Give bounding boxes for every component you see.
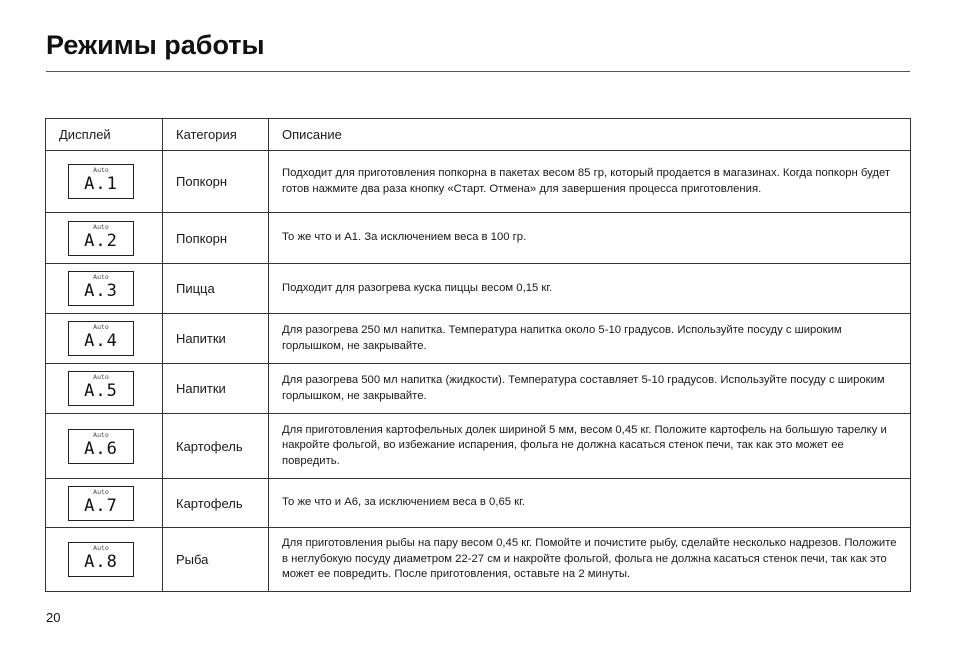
lcd-code: A.3 [84, 281, 118, 301]
category-cell: Пицца [163, 264, 269, 314]
table-row [46, 264, 911, 314]
page-title: Режимы работы [46, 30, 265, 60]
description-cell: Для разогрева 250 мл напитка. Температура напитка около 5-10 градусов. Используйте посуду с широким горлышком, не закрывайте. [269, 314, 911, 364]
description-cell: Подходит для приготовления попкорна в пакетах весом 85 гр, который продается в магазинах. Когда попкорн будет готов нажмите два раза кнопку «Старт. Отмена» для завершения процесса приготовления. [269, 151, 911, 213]
lcd-display [68, 321, 134, 356]
lcd-code: A.4 [84, 331, 118, 351]
lcd-auto-label: Auto [93, 430, 109, 439]
category-cell: Напитки [163, 364, 269, 414]
header-category: Категория [163, 119, 269, 151]
description-cell: Для разогрева 500 мл напитка (жидкости). Температура составляет 5-10 градусов. Используйте посуду с широким горлышком, не закрывайте. [269, 364, 911, 414]
display-cell [46, 479, 163, 528]
display-cell [46, 213, 163, 264]
lcd-display [68, 429, 134, 464]
table-row [46, 364, 911, 414]
lcd-display [68, 221, 134, 256]
category-cell: Попкорн [163, 151, 269, 213]
lcd-auto-label: Auto [93, 222, 109, 231]
lcd-display [68, 371, 134, 406]
table-header-row [46, 119, 911, 151]
description-cell: То же что и А6, за исключением веса в 0,65 кг. [269, 479, 911, 528]
description-cell: То же что и А1. За исключением веса в 100 гр. [269, 213, 911, 264]
lcd-code: A.7 [84, 495, 118, 516]
lcd-code: A.2 [84, 230, 118, 251]
table-row [46, 414, 911, 479]
title-divider [46, 71, 910, 72]
table-row [46, 528, 911, 592]
lcd-display [68, 542, 134, 577]
display-cell [46, 314, 163, 364]
lcd-auto-label: Auto [93, 166, 109, 174]
lcd-code: A.8 [84, 552, 118, 572]
lcd-display [68, 486, 134, 521]
description-cell: Для приготовления картофельных долек шириной 5 мм, весом 0,45 кг. Положите картофель на большую тарелку и накройте фольгой, во избежание испарения, фольга не должна касаться стенок печи, так как это может ее повредить. [269, 414, 911, 479]
category-cell: Напитки [163, 314, 269, 364]
display-cell [46, 364, 163, 414]
lcd-auto-label: Auto [93, 273, 109, 281]
lcd-code: A.6 [84, 438, 118, 459]
lcd-auto-label: Auto [93, 373, 109, 381]
description-cell: Для приготовления рыбы на пару весом 0,45 кг. Помойте и почистите рыбу, сделайте несколько надрезов. Положите в неглубокую посуду диаметром 22-27 см и накройте фольгой, фольга не должна касаться стенок печи, так как это может ее повредить. После приготовления, оставьте на 2 минуты. [269, 528, 911, 592]
display-cell [46, 528, 163, 592]
lcd-auto-label: Auto [93, 544, 109, 552]
modes-table [45, 118, 911, 592]
description-cell: Подходит для разогрева куска пиццы весом 0,15 кг. [269, 264, 911, 314]
table-row [46, 213, 911, 264]
lcd-auto-label: Auto [93, 487, 109, 496]
table-row [46, 314, 911, 364]
page-number: 20 [46, 610, 61, 625]
table-row [46, 479, 911, 528]
header-description: Описание [269, 119, 911, 151]
lcd-display [68, 271, 134, 306]
display-cell [46, 151, 163, 213]
table-row [46, 151, 911, 213]
category-cell: Картофель [163, 414, 269, 479]
lcd-auto-label: Auto [93, 323, 109, 331]
display-cell [46, 414, 163, 479]
category-cell: Картофель [163, 479, 269, 528]
category-cell: Попкорн [163, 213, 269, 264]
display-cell [46, 264, 163, 314]
lcd-code: A.5 [84, 381, 118, 401]
category-cell: Рыба [163, 528, 269, 592]
lcd-display [68, 164, 134, 199]
header-display: Дисплей [46, 119, 163, 151]
lcd-code: A.1 [84, 174, 118, 194]
